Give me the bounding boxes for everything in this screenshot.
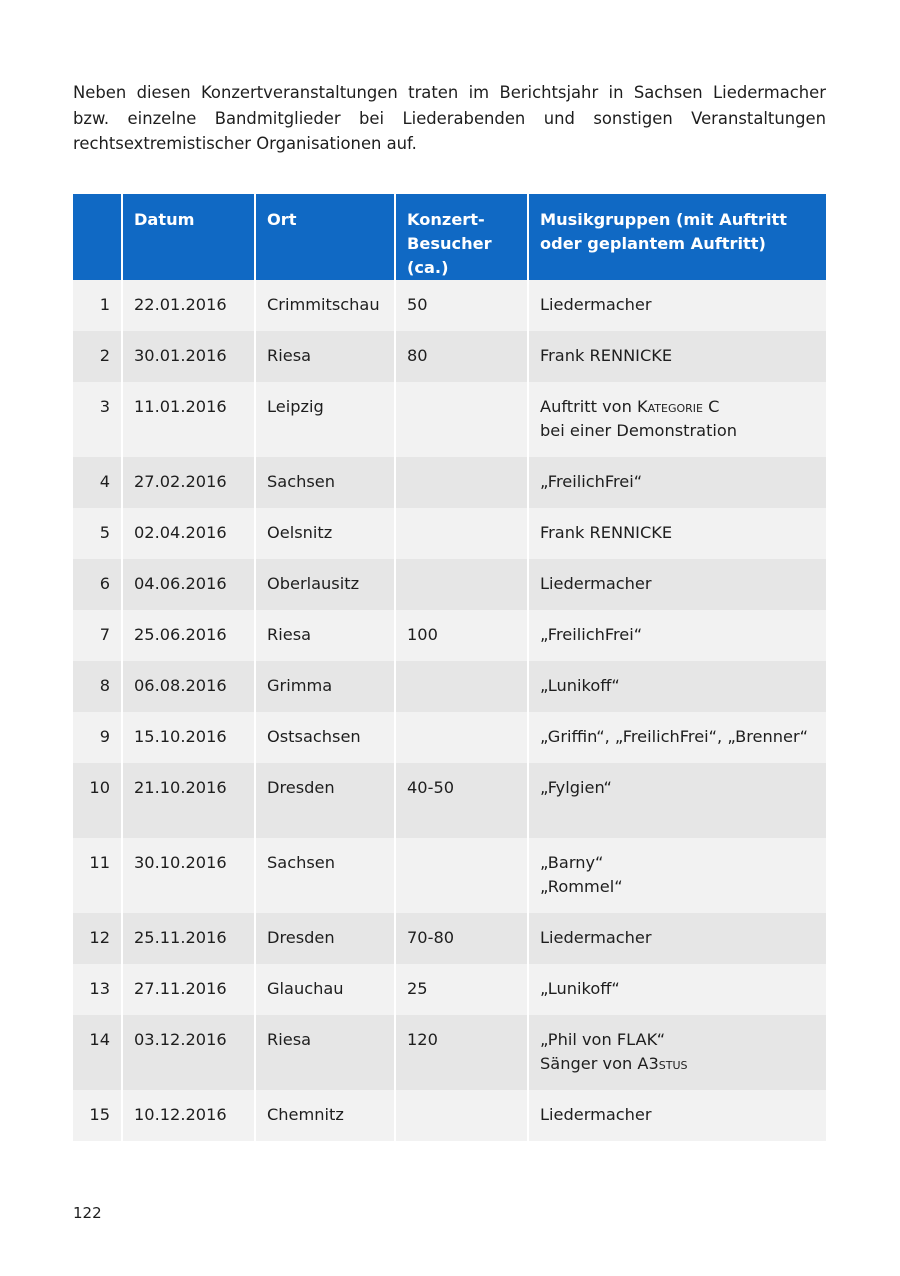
cell-datum: 30.10.2016 xyxy=(122,838,255,913)
table-header-row xyxy=(73,194,826,280)
cell-besucher xyxy=(395,508,528,559)
cell-ort: Sachsen xyxy=(255,838,395,913)
cell-besucher xyxy=(395,712,528,763)
cell-musik: Frank RENNICKE xyxy=(528,508,826,559)
cell-datum: 04.06.2016 xyxy=(122,559,255,610)
cell-ort: Leipzig xyxy=(255,382,395,457)
header-ort: Ort xyxy=(255,194,395,280)
cell-musik-line1: „Barny“ xyxy=(540,853,604,872)
header-besucher xyxy=(395,194,528,280)
table-row xyxy=(73,280,826,331)
table-row xyxy=(73,331,826,382)
cell-num: 6 xyxy=(73,559,122,610)
musik-text: Sänger von A3 xyxy=(540,1054,659,1073)
cell-ort: Riesa xyxy=(255,610,395,661)
cell-num: 11 xyxy=(73,838,122,913)
cell-num: 1 xyxy=(73,280,122,331)
cell-besucher xyxy=(395,1090,528,1141)
cell-num: 12 xyxy=(73,913,122,964)
cell-musik: Liedermacher xyxy=(528,913,826,964)
cell-musik: „Fylgien“ xyxy=(528,763,826,838)
cell-musik xyxy=(528,382,826,457)
cell-besucher xyxy=(395,457,528,508)
table-row xyxy=(73,457,826,508)
header-besucher-line2: Besucher (ca.) xyxy=(407,234,492,277)
header-musik-line2: oder geplantem Auftritt) xyxy=(540,234,766,253)
cell-besucher: 80 xyxy=(395,331,528,382)
cell-ort: Riesa xyxy=(255,1015,395,1090)
cell-musik-line2: „Rommel“ xyxy=(540,877,623,896)
cell-musik: „Griffin“, „FreilichFrei“, „Brenner“ xyxy=(528,712,826,763)
cell-besucher: 50 xyxy=(395,280,528,331)
cell-besucher: 25 xyxy=(395,964,528,1015)
cell-datum: 02.04.2016 xyxy=(122,508,255,559)
cell-besucher: 40-50 xyxy=(395,763,528,838)
page-number: 122 xyxy=(73,1204,102,1222)
cell-besucher xyxy=(395,661,528,712)
cell-num: 3 xyxy=(73,382,122,457)
table-row xyxy=(73,712,826,763)
cell-musik: Liedermacher xyxy=(528,1090,826,1141)
cell-ort: Riesa xyxy=(255,331,395,382)
cell-num: 14 xyxy=(73,1015,122,1090)
table-row xyxy=(73,763,826,838)
cell-datum: 25.06.2016 xyxy=(122,610,255,661)
cell-ort: Crimmitschau xyxy=(255,280,395,331)
table-row xyxy=(73,382,826,457)
cell-musik-line1 xyxy=(540,395,815,419)
cell-musik xyxy=(528,1015,826,1090)
cell-musik: Liedermacher xyxy=(528,559,826,610)
cell-num: 9 xyxy=(73,712,122,763)
cell-datum: 30.01.2016 xyxy=(122,331,255,382)
cell-besucher: 100 xyxy=(395,610,528,661)
cell-datum: 27.02.2016 xyxy=(122,457,255,508)
table-row xyxy=(73,838,826,913)
cell-num: 8 xyxy=(73,661,122,712)
table-row xyxy=(73,964,826,1015)
cell-musik: Frank RENNICKE xyxy=(528,331,826,382)
table-row xyxy=(73,913,826,964)
header-datum: Datum xyxy=(122,194,255,280)
table-row xyxy=(73,559,826,610)
cell-musik-line1: „Phil von FLAK“ xyxy=(540,1030,666,1049)
cell-ort: Dresden xyxy=(255,763,395,838)
cell-num: 2 xyxy=(73,331,122,382)
cell-besucher xyxy=(395,838,528,913)
musik-smallcaps: stus xyxy=(658,1054,688,1073)
intro-paragraph: Neben diesen Konzertveranstaltungen traten im Berichtsjahr in Sachsen Liedermacher bzw. einzelne Bandmitglieder bei Liederabenden und sonstigen Veranstaltungen rechtsextremistischer Organisationen auf. xyxy=(73,83,826,153)
cell-ort: Grimma xyxy=(255,661,395,712)
cell-ort: Sachsen xyxy=(255,457,395,508)
header-musik-line1: Musikgruppen (mit Auftritt xyxy=(540,210,788,229)
cell-musik: „Lunikoff“ xyxy=(528,964,826,1015)
cell-besucher: 70-80 xyxy=(395,913,528,964)
cell-musik: „FreilichFrei“ xyxy=(528,457,826,508)
header-num xyxy=(73,194,122,280)
cell-musik: Liedermacher xyxy=(528,280,826,331)
cell-besucher: 120 xyxy=(395,1015,528,1090)
cell-datum: 03.12.2016 xyxy=(122,1015,255,1090)
cell-musik-line2 xyxy=(540,1052,815,1076)
cell-num: 4 xyxy=(73,457,122,508)
cell-num: 15 xyxy=(73,1090,122,1141)
cell-musik: „FreilichFrei“ xyxy=(528,610,826,661)
table-row xyxy=(73,1090,826,1141)
cell-ort: Chemnitz xyxy=(255,1090,395,1141)
cell-num: 7 xyxy=(73,610,122,661)
cell-num: 5 xyxy=(73,508,122,559)
table-row xyxy=(73,610,826,661)
kategorie-letter: C xyxy=(702,397,720,416)
cell-num: 13 xyxy=(73,964,122,1015)
cell-musik-line2: bei einer Demonstration xyxy=(540,421,738,440)
cell-ort: Oberlausitz xyxy=(255,559,395,610)
cell-datum: 27.11.2016 xyxy=(122,964,255,1015)
cell-datum: 11.01.2016 xyxy=(122,382,255,457)
concert-table xyxy=(73,194,826,1141)
cell-datum: 15.10.2016 xyxy=(122,712,255,763)
header-musikgruppen xyxy=(528,194,826,280)
kategorie-text: Kategorie xyxy=(636,397,703,416)
cell-besucher xyxy=(395,382,528,457)
cell-datum: 06.08.2016 xyxy=(122,661,255,712)
cell-musik: „Lunikoff“ xyxy=(528,661,826,712)
table-row xyxy=(73,661,826,712)
musik-text: Auftritt von xyxy=(540,397,637,416)
cell-ort: Ostsachsen xyxy=(255,712,395,763)
cell-datum: 10.12.2016 xyxy=(122,1090,255,1141)
cell-datum: 21.10.2016 xyxy=(122,763,255,838)
table-row xyxy=(73,1015,826,1090)
cell-musik xyxy=(528,838,826,913)
cell-besucher xyxy=(395,559,528,610)
table-row xyxy=(73,508,826,559)
cell-ort: Dresden xyxy=(255,913,395,964)
cell-datum: 22.01.2016 xyxy=(122,280,255,331)
header-besucher-line1: Konzert- xyxy=(407,210,485,229)
cell-datum: 25.11.2016 xyxy=(122,913,255,964)
cell-ort: Glauchau xyxy=(255,964,395,1015)
cell-num: 10 xyxy=(73,763,122,838)
cell-ort: Oelsnitz xyxy=(255,508,395,559)
